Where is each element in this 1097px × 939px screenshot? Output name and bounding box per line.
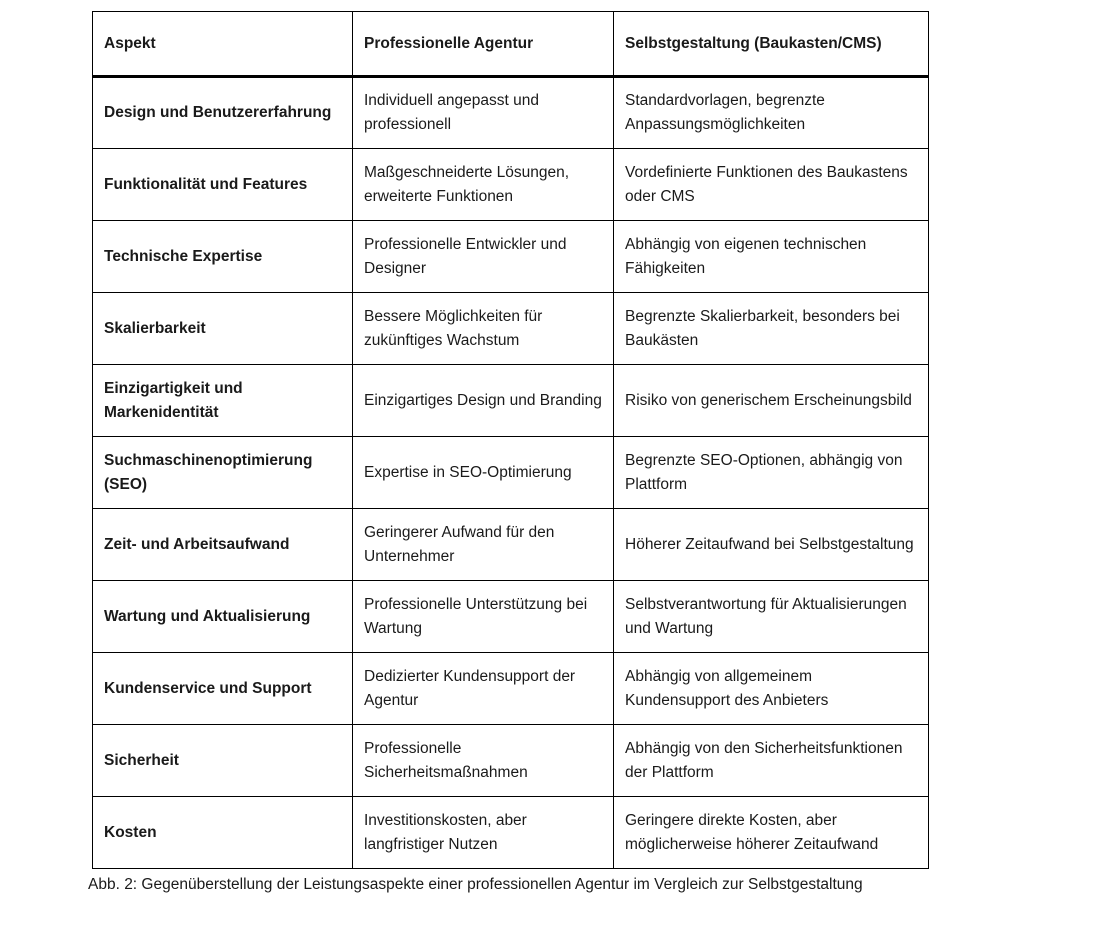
column-header-diy: Selbstgestaltung (Baukasten/CMS) xyxy=(614,12,929,77)
table-row xyxy=(93,653,929,725)
table-row xyxy=(93,581,929,653)
figure-caption: Abb. 2: Gegenüberstellung der Leistungsaspekte einer professionellen Agentur im Vergleich zur Selbstgestaltung xyxy=(88,876,863,893)
cell-aspect: Wartung und Aktualisierung xyxy=(93,581,353,653)
cell-agency: Maßgeschneiderte Lösungen, erweiterte Funktionen xyxy=(353,149,614,221)
cell-agency: Expertise in SEO-Optimierung xyxy=(353,437,614,509)
cell-diy: Vordefinierte Funktionen des Baukastens oder CMS xyxy=(614,149,929,221)
cell-aspect: Funktionalität und Features xyxy=(93,149,353,221)
cell-agency: Individuell angepasst und professionell xyxy=(353,77,614,149)
cell-diy: Standardvorlagen, begrenzte Anpassungsmöglichkeiten xyxy=(614,77,929,149)
table-row xyxy=(93,293,929,365)
cell-diy: Begrenzte SEO-Optionen, abhängig von Plattform xyxy=(614,437,929,509)
cell-diy: Risiko von generischem Erscheinungsbild xyxy=(614,365,929,437)
cell-aspect: Einzigartigkeit und Markenidentität xyxy=(93,365,353,437)
table-row xyxy=(93,149,929,221)
table-header-row xyxy=(93,12,929,77)
comparison-table-container xyxy=(92,11,928,869)
cell-aspect: Skalierbarkeit xyxy=(93,293,353,365)
table-body xyxy=(93,77,929,869)
cell-aspect: Suchmaschinenoptimierung (SEO) xyxy=(93,437,353,509)
cell-agency: Dedizierter Kundensupport der Agentur xyxy=(353,653,614,725)
table-row xyxy=(93,77,929,149)
cell-diy: Abhängig von eigenen technischen Fähigkeiten xyxy=(614,221,929,293)
cell-aspect: Design und Benutzererfahrung xyxy=(93,77,353,149)
cell-aspect: Zeit- und Arbeitsaufwand xyxy=(93,509,353,581)
cell-agency: Professionelle Sicherheitsmaßnahmen xyxy=(353,725,614,797)
cell-aspect: Technische Expertise xyxy=(93,221,353,293)
table-row xyxy=(93,221,929,293)
cell-aspect: Kundenservice und Support xyxy=(93,653,353,725)
column-header-aspect: Aspekt xyxy=(93,12,353,77)
table-row xyxy=(93,365,929,437)
table-header xyxy=(93,12,929,77)
comparison-table xyxy=(92,11,929,869)
cell-agency: Einzigartiges Design und Branding xyxy=(353,365,614,437)
cell-diy: Abhängig von den Sicherheitsfunktionen der Plattform xyxy=(614,725,929,797)
cell-diy: Selbstverantwortung für Aktualisierungen und Wartung xyxy=(614,581,929,653)
table-row xyxy=(93,509,929,581)
cell-diy: Begrenzte Skalierbarkeit, besonders bei Baukästen xyxy=(614,293,929,365)
cell-diy: Höherer Zeitaufwand bei Selbstgestaltung xyxy=(614,509,929,581)
cell-aspect: Kosten xyxy=(93,797,353,869)
column-header-agency: Professionelle Agentur xyxy=(353,12,614,77)
cell-diy: Abhängig von allgemeinem Kundensupport des Anbieters xyxy=(614,653,929,725)
cell-diy: Geringere direkte Kosten, aber möglicherweise höherer Zeitaufwand xyxy=(614,797,929,869)
cell-aspect: Sicherheit xyxy=(93,725,353,797)
cell-agency: Bessere Möglichkeiten für zukünftiges Wachstum xyxy=(353,293,614,365)
cell-agency: Professionelle Unterstützung bei Wartung xyxy=(353,581,614,653)
table-row xyxy=(93,725,929,797)
table-row xyxy=(93,437,929,509)
cell-agency: Investitionskosten, aber langfristiger Nutzen xyxy=(353,797,614,869)
table-row xyxy=(93,797,929,869)
cell-agency: Professionelle Entwickler und Designer xyxy=(353,221,614,293)
cell-agency: Geringerer Aufwand für den Unternehmer xyxy=(353,509,614,581)
